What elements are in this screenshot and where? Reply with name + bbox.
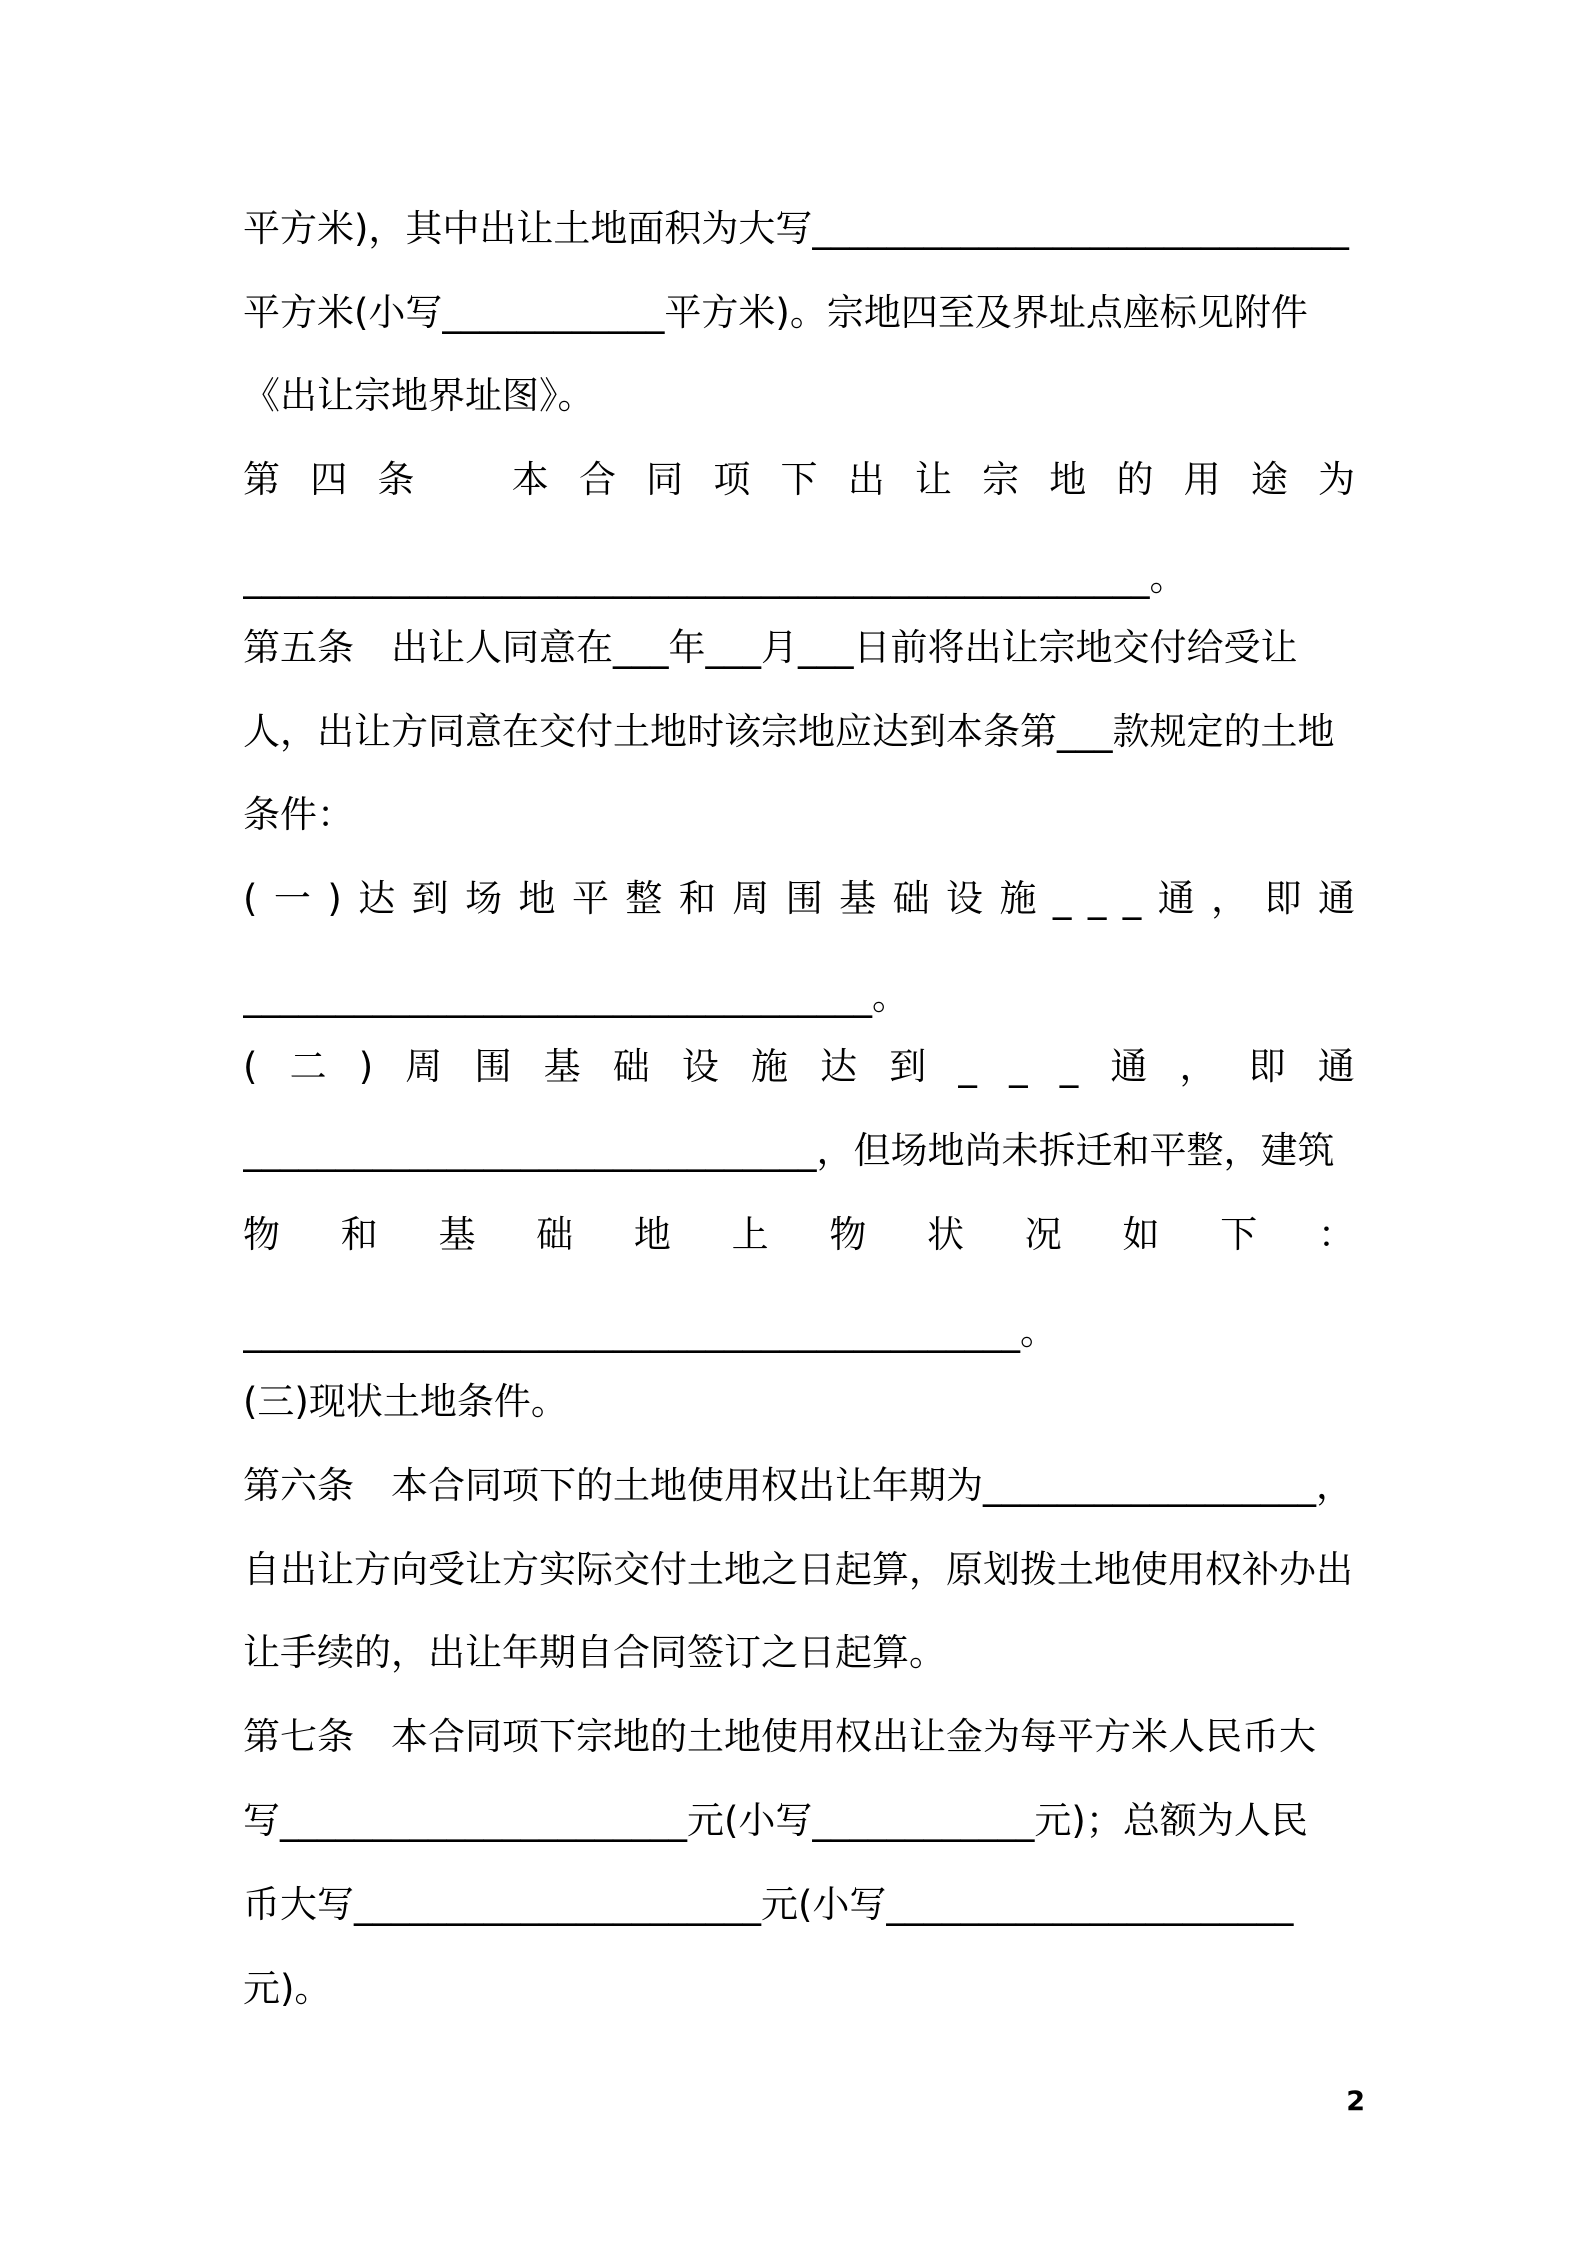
text-char: 和	[678, 877, 716, 920]
text-char: 一	[273, 877, 311, 920]
text-char: 如	[1122, 1213, 1160, 1256]
text-char: (	[243, 1045, 258, 1088]
text-char: 本	[511, 458, 549, 501]
text-char: 下	[780, 458, 818, 501]
text-char: 用	[1183, 458, 1221, 501]
text-char: 下	[1220, 1213, 1258, 1256]
text-char: _	[1087, 877, 1107, 920]
text-char: _	[1009, 1045, 1028, 1088]
text-line-3: 《出让宗地界址图》。	[243, 374, 595, 417]
text-char: 通	[1110, 1045, 1148, 1088]
text-char: 途	[1250, 458, 1288, 501]
text-char: 地	[633, 1213, 671, 1256]
text-char: 施	[751, 1045, 788, 1088]
text-line-7: 人，出让方同意在交付土地时该宗地应达到本条第___款规定的土地	[243, 710, 1335, 753]
text-char: 到	[411, 877, 449, 920]
text-char: 周	[405, 1045, 443, 1088]
text-char: 地	[518, 877, 556, 920]
text-char: 上	[731, 1213, 769, 1256]
text-char: (	[243, 877, 258, 920]
text-char: 宗	[982, 458, 1020, 501]
page-number: 2	[1346, 2086, 1365, 2117]
text-char: ，	[1211, 877, 1249, 920]
text-char: 通	[1317, 1045, 1355, 1088]
text-line-14: __________________________________________。	[243, 1310, 1057, 1353]
text-line-11	[243, 1035, 1355, 1099]
text-char: 础	[612, 1045, 650, 1088]
text-line-21: 币大写______________________元(小写______________________	[243, 1883, 1294, 1926]
text-char: 合	[578, 458, 616, 501]
text-char: 整	[625, 877, 663, 920]
text-char: _	[1052, 877, 1072, 920]
text-line-18: 让手续的，出让年期自合同签订之日起算。	[243, 1631, 946, 1674]
text-line-5: _________________________________________________。	[243, 556, 1187, 599]
text-char: ：	[1317, 1213, 1355, 1256]
text-line-19: 第七条 本合同项下宗地的土地使用权出让金为每平方米人民币大	[243, 1715, 1316, 1758]
text-char: 项	[713, 458, 751, 501]
text-char	[445, 448, 482, 512]
text-char: _	[958, 1045, 977, 1088]
text-char: _	[1122, 877, 1142, 920]
text-char: 物	[829, 1213, 867, 1256]
text-char: 通	[1157, 877, 1195, 920]
text-char: 况	[1024, 1213, 1062, 1256]
text-line-4	[243, 448, 1355, 512]
text-char: 让	[914, 458, 952, 501]
text-char: 条	[377, 458, 415, 501]
text-char: 和	[340, 1213, 378, 1256]
text-char: 第	[243, 458, 280, 501]
text-char: 基	[543, 1045, 581, 1088]
text-char: 周	[732, 877, 770, 920]
text-char: 同	[646, 458, 684, 501]
text-char: 即	[1264, 877, 1302, 920]
text-char: 施	[999, 877, 1037, 920]
text-line-8: 条件：	[243, 793, 354, 836]
text-char: ，	[1179, 1045, 1217, 1088]
text-char: 到	[889, 1045, 927, 1088]
text-char: 二	[289, 1045, 327, 1088]
text-char: 通	[1318, 877, 1355, 920]
text-line-9	[243, 867, 1355, 931]
text-char: 基	[438, 1213, 476, 1256]
text-char: 设	[681, 1045, 719, 1088]
text-char: 四	[310, 458, 348, 501]
text-char: 即	[1248, 1045, 1286, 1088]
text-char: 地	[1049, 458, 1087, 501]
text-line-12: _______________________________，但场地尚未拆迁和平整，建筑	[243, 1129, 1335, 1172]
text-char: 围	[785, 877, 823, 920]
text-char: _	[1059, 1045, 1079, 1088]
text-char: 为	[1318, 458, 1355, 501]
text-line-13	[243, 1203, 1355, 1267]
text-line-2: 平方米(小写____________平方米)。宗地四至及界址点座标见附件	[243, 291, 1308, 334]
text-char: )	[358, 1045, 374, 1088]
text-char: 的	[1116, 458, 1154, 501]
text-char: 场	[465, 877, 503, 920]
text-line-10: __________________________________。	[243, 975, 909, 1018]
text-char: 基	[839, 877, 877, 920]
text-char: 达	[820, 1045, 858, 1088]
text-char: 达	[358, 877, 396, 920]
text-char: 出	[847, 458, 885, 501]
text-line-20: 写______________________元(小写____________元)；总额为人民	[243, 1799, 1308, 1842]
text-char: 状	[927, 1213, 965, 1256]
text-char: 物	[243, 1213, 280, 1256]
text-line-22: 元)。	[243, 1967, 332, 2010]
text-char: )	[327, 877, 342, 920]
text-char: 础	[892, 877, 930, 920]
text-line-16: 第六条 本合同项下的土地使用权出让年期为__________________，	[243, 1464, 1353, 1507]
text-char: 设	[946, 877, 983, 920]
text-char: 础	[536, 1213, 574, 1256]
text-line-1: 平方米)，其中出让土地面积为大写_____________________________	[243, 207, 1349, 250]
text-line-15: (三)现状土地条件。	[243, 1380, 568, 1423]
text-char: 围	[474, 1045, 512, 1088]
text-line-6: 第五条 出让人同意在___年___月___日前将出让宗地交付给受让	[243, 626, 1298, 669]
text-char: 平	[571, 877, 609, 920]
text-line-17: 自出让方向受让方实际交付土地之日起算，原划拨土地使用权补办出	[243, 1548, 1353, 1591]
